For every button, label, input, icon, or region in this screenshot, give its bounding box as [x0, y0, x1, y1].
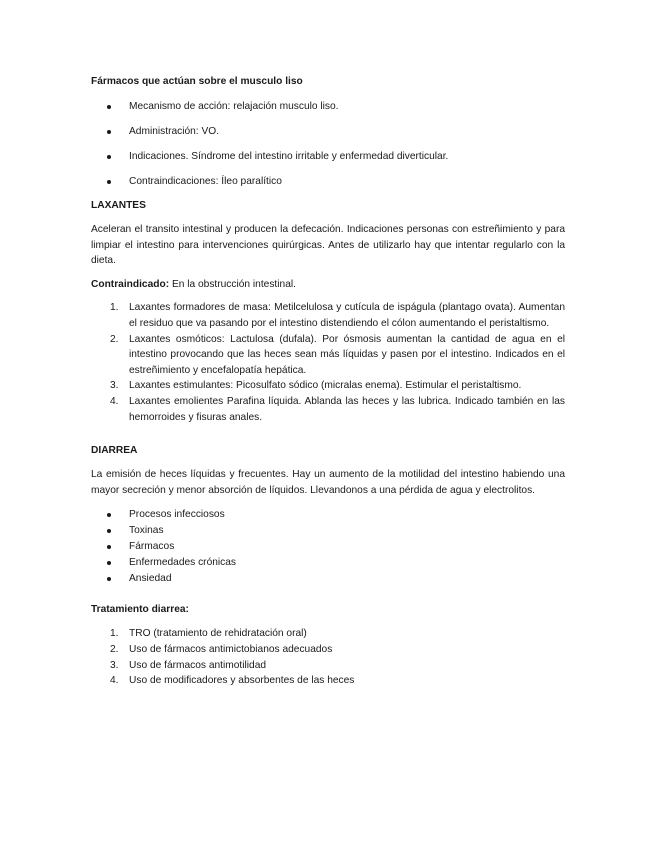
section-title-diarrea: DIARREA: [91, 445, 138, 457]
list-item: Enfermedades crónicas: [91, 556, 565, 570]
tratamiento-list: [91, 626, 565, 688]
list-item: Mecanismo de acción: relajación musculo liso.: [91, 100, 565, 114]
laxantes-contraindication: [91, 277, 565, 293]
bullet-icon: [107, 513, 111, 517]
contraindication-label: Contraindicado:: [91, 278, 170, 290]
bullet-icon: [107, 130, 111, 134]
list-item: Contraindicaciones: Íleo paralítico: [91, 175, 565, 189]
list-item: 1. TRO (tratamiento de rehidratación oral): [110, 628, 307, 640]
list-item: Toxinas: [91, 524, 565, 538]
list-item: 4. Laxantes emolientes Parafina líquida. Ablanda las heces y las lubrica. Indicado también en las hemorroides y fisuras anales.: [110, 395, 565, 423]
laxantes-paragraph: Aceleran el transito intestinal y producen la defecación. Indicaciones personas con estreñimiento y para limpiar el intestino para intervenciones quirúrgicas. Antes de utilizarlo hay que intentar regularlo con la dieta.: [91, 224, 565, 267]
bullet-icon: [107, 155, 111, 159]
bullet-icon: [107, 180, 111, 184]
document-body: [91, 74, 565, 689]
section-title-tratamiento: Tratamiento diarrea:: [91, 604, 189, 616]
musculo-liso-list: [91, 100, 565, 189]
list-item: Administración: VO.: [91, 125, 565, 139]
list-item: 3. Laxantes estimulantes: Picosulfato sódico (micralas enema). Estimular el peristaltismo.: [110, 380, 522, 392]
list-item: 4. Uso de modificadores y absorbentes de las heces: [110, 675, 355, 687]
bullet-icon: [107, 105, 111, 109]
list-item: 2. Laxantes osmóticos: Lactulosa (dufala). Por ósmosis aumentan la cantidad de agua en el intestino provocando que las heces sean más líquidas y pasen por el intestino. Indicados en el estreñimiento y encefalopatía hepática.: [110, 333, 565, 376]
list-item: 3. Uso de fármacos antimotilidad: [110, 659, 267, 671]
list-item: Fármacos: [91, 540, 565, 554]
section-title-laxantes: LAXANTES: [91, 200, 146, 211]
bullet-icon: [107, 577, 111, 581]
list-item: 2. Uso de fármacos antimictobianos adecuados: [110, 643, 333, 655]
diarrea-causes-list: [91, 508, 565, 586]
diarrea-paragraph: La emisión de heces líquidas y frecuentes. Hay un aumento de la motilidad del intestino habiendo una mayor secreción y menor absorción de líquidos. Llevandonos a una pérdida de agua y electrolitos.: [91, 469, 565, 496]
laxantes-list: [91, 300, 565, 425]
bullet-icon: [107, 529, 111, 533]
list-item: 1. Laxantes formadores de masa: Metilcelulosa y cutícula de ispágula (plantago ovata). Aumentan el residuo que va pasando por el intestino distendiendo el cólon aumentando el peristaltismo.: [110, 302, 565, 329]
list-item: Procesos infecciosos: [91, 508, 565, 522]
bullet-icon: [107, 561, 111, 565]
contraindication-text: En la obstrucción intestinal.: [169, 278, 296, 290]
section-title-musculo-liso: Fármacos que actúan sobre el musculo liso: [91, 76, 303, 87]
list-item: Ansiedad: [91, 572, 565, 586]
bullet-icon: [107, 545, 111, 549]
list-item: Indicaciones. Síndrome del intestino irritable y enfermedad diverticular.: [91, 150, 565, 164]
